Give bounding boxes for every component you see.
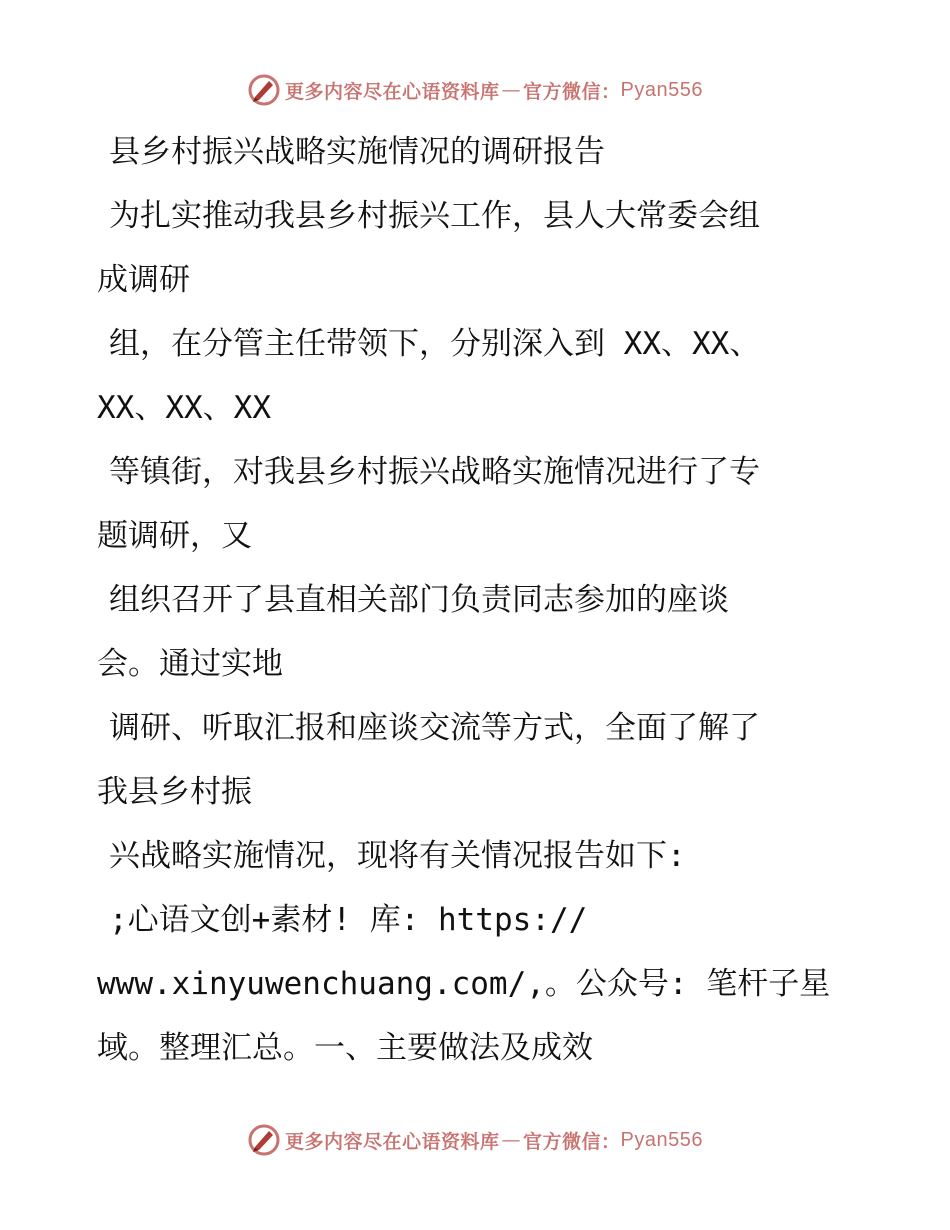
banner-sub-text: 官方微信： [523,80,621,103]
document-body [97,120,831,1080]
paragraph-line: 为扎实推动我县乡村振兴工作，县人大常委会组 [109,198,760,234]
red-pen-circle-logo-icon [247,1123,281,1157]
paragraph-line: 成调研 [97,262,190,298]
paragraph-line: 组织召开了县直相关部门负责同志参加的座谈 [109,582,729,618]
paragraph-line: 题调研，又 [97,518,252,554]
paragraph-line: 兴战略实施情况，现将有关情况报告如下: [109,838,686,874]
paragraph-line: 会。通过实地 [97,646,283,682]
section-heading-line: 域。整理汇总。一、主要做法及成效 [97,1030,593,1066]
banner-main-text: 更多内容尽在心语资料库 [285,80,500,103]
footer-watermark-banner [0,1120,950,1160]
paragraph-line: www.xinyuwenchuang.com/,。公众号: 笔杆子星 [97,966,831,1002]
paragraph-line: 等镇街，对我县乡村振兴战略实施情况进行了专 [109,454,760,490]
banner-dash: — [501,79,522,101]
red-pen-circle-logo-icon [247,73,281,107]
banner-main-text: 更多内容尽在心语资料库 [285,1130,500,1153]
banner-wechat-id: Pyan556 [620,78,703,101]
paragraph-line: ;心语文创+素材! 库: https:// [109,902,588,938]
paragraph-line: 我县乡村振 [97,774,252,810]
banner-dash: — [501,1129,522,1151]
paragraph-line: XX、XX、XX [97,390,271,426]
banner-wechat-id: Pyan556 [620,1128,703,1151]
banner-sub-text: 官方微信： [523,1130,621,1153]
document-title: 县乡村振兴战略实施情况的调研报告 [109,134,605,170]
header-watermark-banner [0,70,950,110]
paragraph-line: 组，在分管主任带领下，分别深入到 XX、XX、 [109,326,761,362]
paragraph-line: 调研、听取汇报和座谈交流等方式，全面了解了 [109,710,760,746]
